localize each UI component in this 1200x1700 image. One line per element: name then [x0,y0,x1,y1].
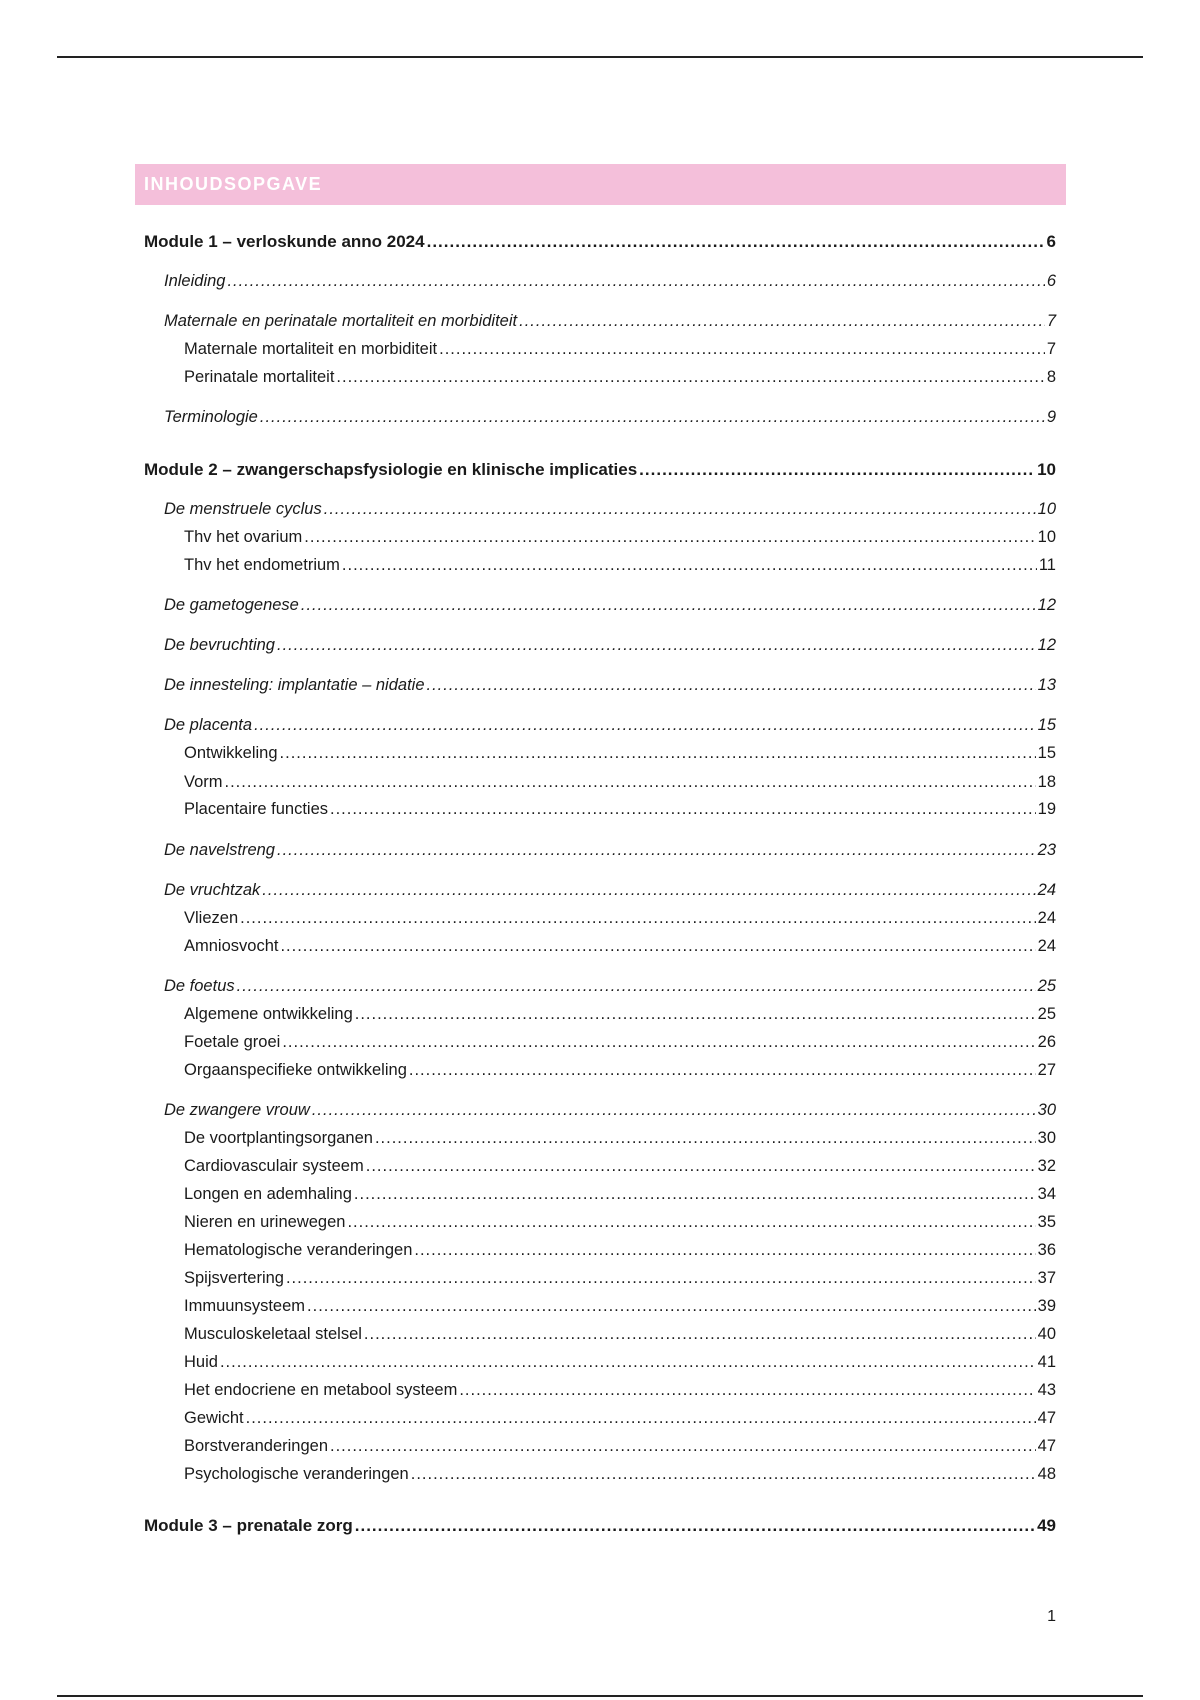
toc-entry-label: Thv het endometrium [184,556,340,574]
toc-entry-label: Huid [184,1353,218,1371]
toc-entry[interactable] [144,596,1056,618]
toc-leader-dots [375,1129,1036,1148]
toc-entry-label: Het endocriene en metabool systeem [184,1381,458,1399]
toc-leader-dots [411,1465,1036,1484]
toc-entry-page: 47 [1037,1437,1056,1455]
toc-entry-page: 12 [1037,596,1056,614]
toc-entry[interactable] [144,1297,1056,1319]
toc-leader-dots [260,408,1045,427]
toc-entry[interactable] [144,1381,1056,1403]
toc-entry-label: De bevruchting [164,636,275,654]
toc-leader-dots [355,1005,1036,1024]
toc-entry-page: 13 [1037,676,1056,694]
toc-entry[interactable] [144,1185,1056,1207]
toc-entry-label: Vorm [184,773,223,791]
toc-leader-dots [227,272,1044,291]
toc-entry-page: 47 [1037,1409,1056,1427]
toc-entry-page: 43 [1037,1381,1056,1399]
toc-leader-dots [312,1101,1036,1120]
toc-entry-page: 24 [1037,937,1056,955]
toc-entry-label: Module 2 – zwangerschapsfysiologie en klinische implicaties [144,460,638,479]
toc-leader-dots [307,1297,1036,1316]
toc-leader-dots [237,977,1036,996]
toc-entry[interactable] [144,1325,1056,1347]
toc-leader-dots [240,909,1036,928]
toc-leader-dots [439,340,1045,359]
toc-entry[interactable] [144,1157,1056,1179]
toc-entry-page: 23 [1037,841,1056,859]
toc-entry[interactable] [144,1409,1056,1431]
toc-entry-label: Maternale en perinatale mortaliteit en morbiditeit [164,312,518,330]
toc-entry-page: 26 [1037,1033,1056,1051]
toc-entry[interactable] [144,556,1056,578]
toc-entry-label: Gewicht [184,1409,244,1427]
toc-entry-page: 10 [1037,500,1056,518]
toc-entry-page: 30 [1037,1129,1056,1147]
toc-entry[interactable] [144,408,1056,430]
toc-entry-label: Thv het ovarium [184,528,303,546]
toc-entry-label: Spijsvertering [184,1269,284,1287]
toc-entry[interactable] [144,340,1056,362]
toc-leader-dots [277,841,1036,860]
bottom-rule [57,1695,1143,1697]
toc-entry-page: 27 [1037,1061,1056,1079]
toc-entry[interactable] [144,1033,1056,1055]
toc-leader-dots [286,1269,1036,1288]
toc-leader-dots [354,1185,1036,1204]
toc-entry-page: 48 [1037,1465,1056,1483]
toc-leader-dots [409,1061,1036,1080]
toc-leader-dots [347,1213,1035,1232]
toc-entry-page: 12 [1037,636,1056,654]
toc-leader-dots [246,1409,1036,1428]
toc-entry-label: Vliezen [184,909,239,927]
toc-leader-dots [225,773,1036,792]
toc-entry-page: 35 [1037,1213,1056,1231]
toc-entry-label: Orgaanspecifieke ontwikkeling [184,1061,407,1079]
toc-entry[interactable] [144,744,1056,766]
toc-leader-dots [280,937,1035,956]
toc-entry[interactable] [144,676,1056,698]
toc-entry[interactable] [144,1465,1056,1487]
toc-entry-page: 37 [1037,1269,1056,1287]
toc-entry-label: Amniosvocht [184,937,279,955]
toc-entry-label: Cardiovasculair systeem [184,1157,364,1175]
toc-entry[interactable] [144,1061,1056,1083]
toc-entry-label: Musculoskeletaal stelsel [184,1325,362,1343]
toc-entry-label: Immuunsysteem [184,1297,306,1315]
toc-entry[interactable] [144,1516,1056,1538]
toc-entry-label: Module 1 – verloskunde anno 2024 [144,232,425,251]
toc-entry[interactable] [144,881,1056,903]
toc-leader-dots [519,312,1045,331]
toc-entry-label: Hematologische veranderingen [184,1241,413,1259]
toc-entry-label: Placentaire functies [184,800,328,818]
toc-entry-label: Terminologie [164,408,258,426]
toc-entry-label: De voortplantingsorganen [184,1129,373,1147]
toc-entry[interactable] [144,500,1056,522]
toc-entry[interactable] [144,1353,1056,1375]
toc-entry[interactable] [144,528,1056,550]
toc-leader-dots [336,368,1044,387]
toc-entry-page: 40 [1037,1325,1056,1343]
toc-entry[interactable] [144,1005,1056,1027]
toc-entry-page: 6 [1046,232,1056,251]
toc-entry-page: 41 [1037,1353,1056,1371]
toc-leader-dots [639,460,1035,480]
table-of-contents [144,0,1056,1600]
toc-leader-dots [330,1437,1036,1456]
toc-leader-dots [342,556,1037,575]
toc-entry-page: 25 [1037,1005,1056,1023]
toc-entry-label: Module 3 – prenatale zorg [144,1516,353,1535]
toc-leader-dots [220,1353,1036,1372]
toc-entry[interactable] [144,1437,1056,1459]
toc-entry-page: 30 [1037,1101,1056,1119]
toc-entry-page: 24 [1037,881,1056,899]
toc-leader-dots [301,596,1036,615]
toc-entry[interactable] [144,977,1056,999]
toc-entry[interactable] [144,841,1056,863]
toc-entry[interactable] [144,1241,1056,1263]
toc-entry-label: Maternale mortaliteit en morbiditeit [184,340,438,358]
toc-leader-dots [414,1241,1035,1260]
toc-entry-page: 19 [1037,800,1056,818]
toc-entry-page: 49 [1037,1516,1056,1535]
toc-entry[interactable] [144,1269,1056,1291]
toc-entry-page: 39 [1037,1297,1056,1315]
toc-leader-dots [427,232,1045,252]
toc-leader-dots [366,1157,1036,1176]
toc-entry-page: 11 [1038,556,1056,574]
toc-entry-label: Inleiding [164,272,226,290]
toc-entry-label: De innesteling: implantatie – nidatie [164,676,425,694]
toc-entry[interactable] [144,1213,1056,1235]
toc-entry-label: De placenta [164,716,253,734]
toc-entry[interactable] [144,460,1056,482]
toc-entry-page: 7 [1046,312,1056,330]
toc-entry-page: 8 [1046,368,1056,386]
toc-entry-label: De navelstreng [164,841,275,859]
toc-entry[interactable] [144,800,1056,822]
toc-entry[interactable] [144,937,1056,959]
toc-entry-page: 15 [1037,716,1056,734]
toc-entry-page: 36 [1037,1241,1056,1259]
toc-entry-label: Borstveranderingen [184,1437,329,1455]
toc-leader-dots [254,716,1036,735]
toc-leader-dots [304,528,1035,547]
toc-title: INHOUDSOPGAVE [144,174,323,194]
toc-leader-dots [282,1033,1035,1052]
toc-leader-dots [355,1516,1035,1536]
toc-entry-label: Nieren en urinewegen [184,1213,346,1231]
toc-entry-label: Ontwikkeling [184,744,278,762]
toc-entry[interactable] [144,272,1056,294]
toc-entry-page: 6 [1046,272,1056,290]
toc-entry[interactable] [144,368,1056,390]
toc-entry-page: 7 [1046,340,1056,358]
toc-entry-page: 15 [1037,744,1056,762]
toc-leader-dots [262,881,1035,900]
toc-entry[interactable] [144,636,1056,658]
toc-entry-page: 24 [1037,909,1056,927]
toc-leader-dots [324,500,1036,519]
toc-entry-label: De foetus [164,977,235,995]
toc-entry[interactable] [144,1129,1056,1151]
toc-entry[interactable] [144,909,1056,931]
toc-leader-dots [364,1325,1036,1344]
page-number: 1 [1047,1608,1056,1625]
toc-leader-dots [280,744,1036,763]
toc-entry-label: De gametogenese [164,596,299,614]
toc-entry-page: 34 [1037,1185,1056,1203]
toc-entry-label: De vruchtzak [164,881,261,899]
toc-leader-dots [459,1381,1035,1400]
toc-entry-page: 25 [1037,977,1056,995]
toc-leader-dots [427,676,1036,695]
toc-entry[interactable] [144,232,1056,254]
toc-entry-page: 10 [1037,460,1056,479]
toc-entry-label: Foetale groei [184,1033,281,1051]
toc-leader-dots [277,636,1036,655]
toc-entry-label: Perinatale mortaliteit [184,368,335,386]
toc-entry-label: Psychologische veranderingen [184,1465,409,1483]
toc-entry-label: De menstruele cyclus [164,500,322,518]
toc-entry[interactable] [144,716,1056,738]
toc-entry[interactable] [144,1101,1056,1123]
toc-entry-page: 32 [1037,1157,1056,1175]
toc-entry-page: 9 [1046,408,1056,426]
toc-entry-label: Longen en ademhaling [184,1185,352,1203]
toc-entry[interactable] [144,312,1056,334]
toc-entry-page: 18 [1037,773,1056,791]
toc-entry-label: De zwangere vrouw [164,1101,310,1119]
toc-entry-label: Algemene ontwikkeling [184,1005,353,1023]
toc-entry[interactable] [144,773,1056,795]
toc-entry-page: 10 [1037,528,1056,546]
toc-leader-dots [330,800,1036,819]
